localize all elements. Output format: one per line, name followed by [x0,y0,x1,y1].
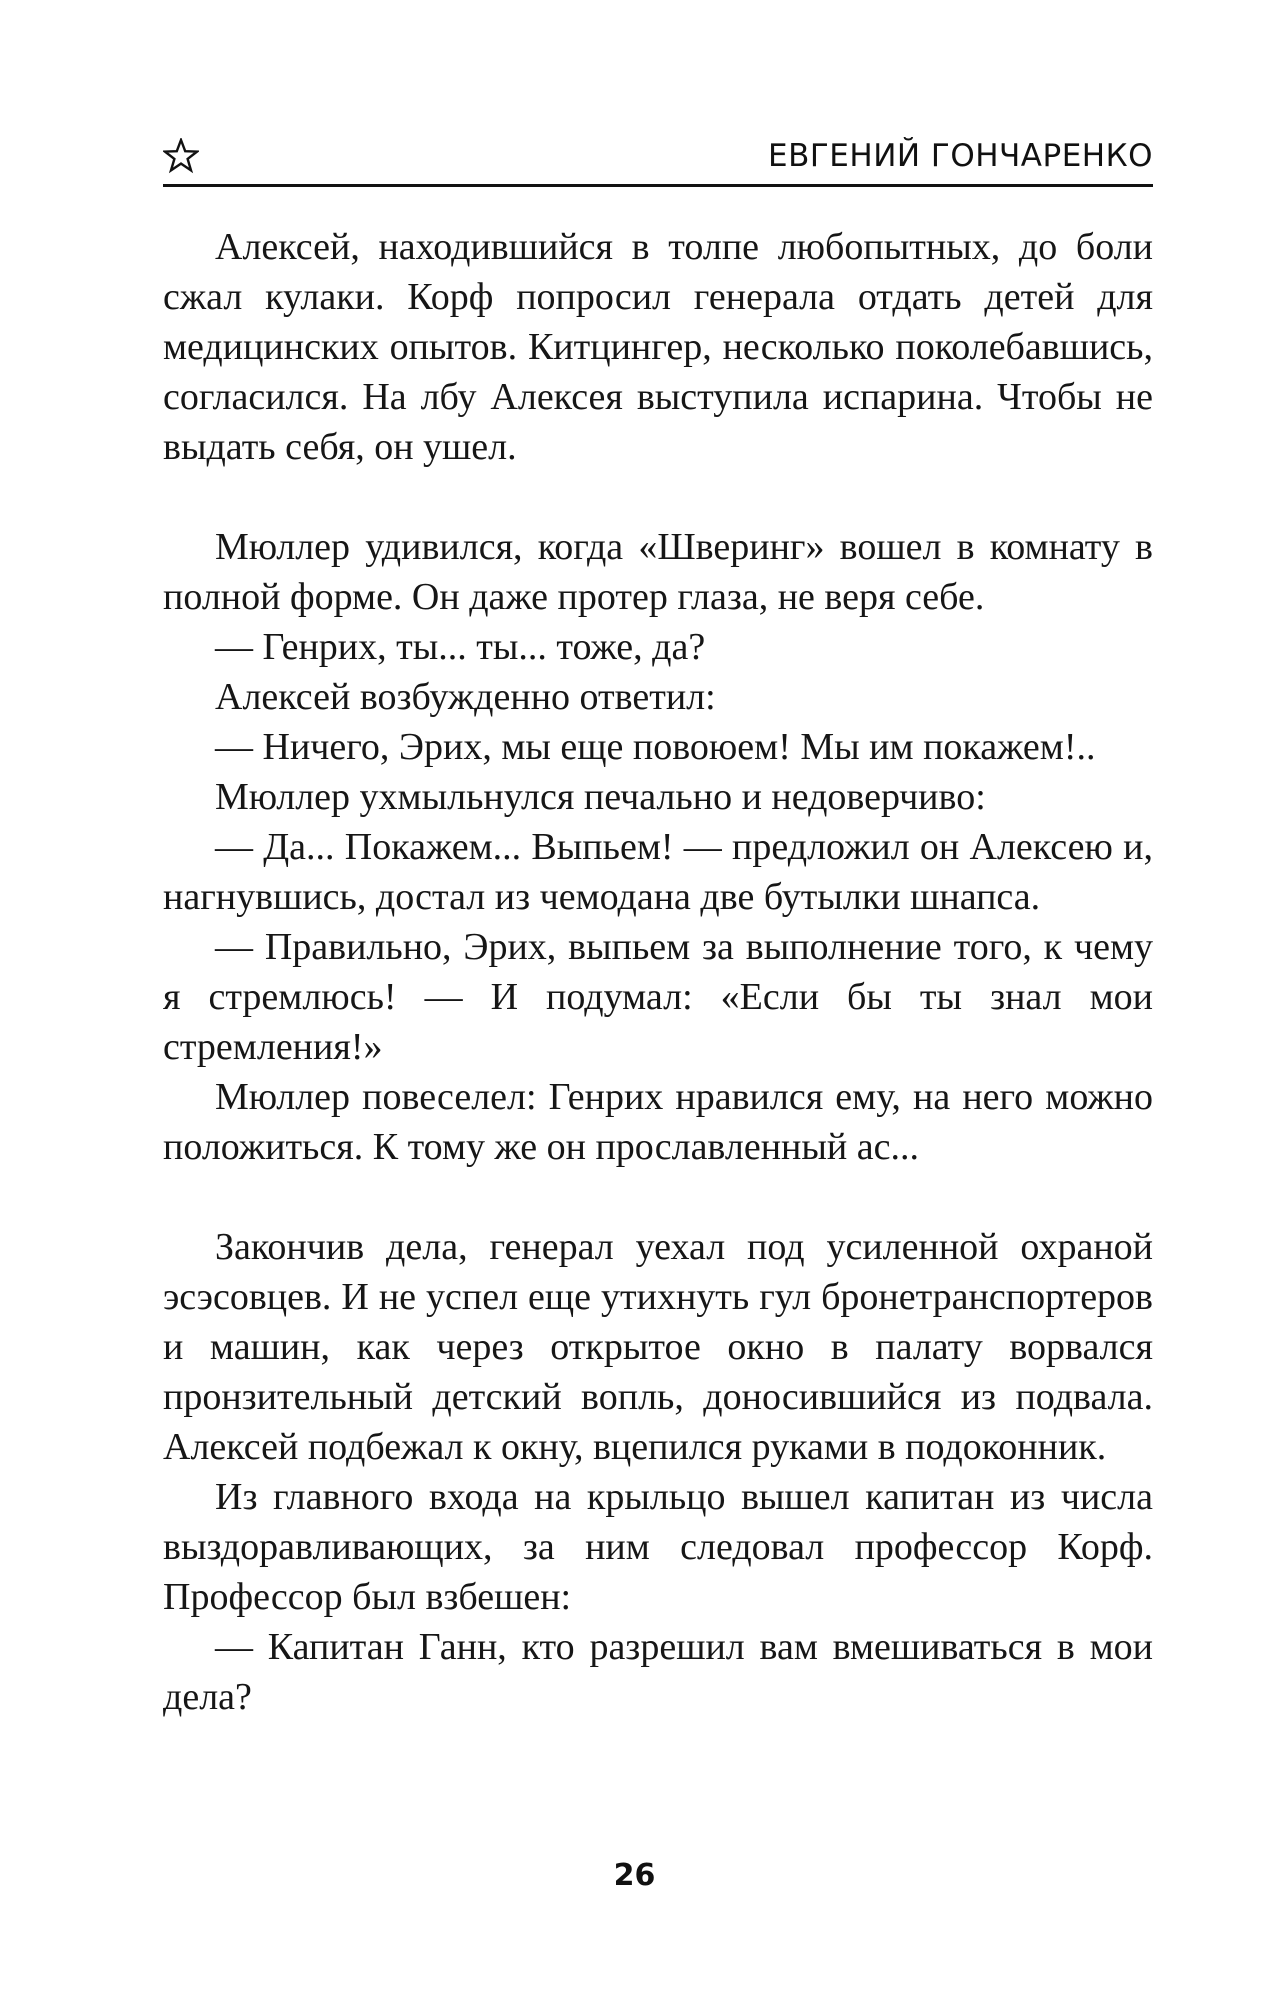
header-rule [163,184,1153,187]
paragraph: Мюллер ухмыльнулся печально и недоверчиво: [215,776,986,818]
section-break [163,472,1153,522]
author-name: ЕВГЕНИЙ ГОНЧАРЕНКО [768,138,1153,174]
running-header [163,130,1153,180]
paragraph: Из главного входа на крыльцо вышел капитан из числа выздоравливающих, за ним следовал профессор Корф. Профессор был взбешен: [163,1476,1153,1618]
paragraph: — Правильно, Эрих, выпьем за выполнение того, к чему я стремлюсь! — И подумал: «Если бы ты знал мои стремления!» [163,926,1153,1068]
page-number: 26 [613,1858,656,1893]
paragraph: — Генрих, ты... ты... тоже, да? [215,626,706,668]
paragraph: Закончив дела, генерал уехал под усиленной охраной эсэсовцев. И не успел еще утихнуть гул бронетранспортеров и машин, как через открытое окно в палату ворвался пронзительный детский вопль, доносившийся из подвала. Алексей подбежал к окну, вцепился руками в подоконник. [163,1226,1153,1468]
star-icon [163,138,199,174]
paragraph: — Да... Покажем... Выпьем! — предложил он Алексею и, нагнувшись, достал из чемодана две бутылки шнапса. [163,826,1153,918]
page-body [163,222,1153,1722]
paragraph: Алексей возбужденно ответил: [215,676,716,718]
paragraph: — Капитан Ганн, кто разрешил вам вмешиваться в мои дела? [163,1626,1153,1718]
paragraph: — Ничего, Эрих, мы еще повоюем! Мы им покажем!.. [215,726,1096,768]
paragraph: Мюллер повеселел: Генрих нравился ему, на него можно положиться. К тому же он прославленный ас... [163,1076,1153,1168]
paragraph: Алексей, находившийся в толпе любопытных, до боли сжал кулаки. Корф попросил генерала отдать детей для медицинских опытов. Китцингер, несколько поколебавшись, согласился. На лбу Алексея выступила испарина. Чтобы не выдать себя, он ушел. [163,226,1153,468]
section-break [163,1172,1153,1222]
paragraph: Мюллер удивился, когда «Шверинг» вошел в комнату в полной форме. Он даже протер глаза, не веря себе. [163,526,1153,618]
